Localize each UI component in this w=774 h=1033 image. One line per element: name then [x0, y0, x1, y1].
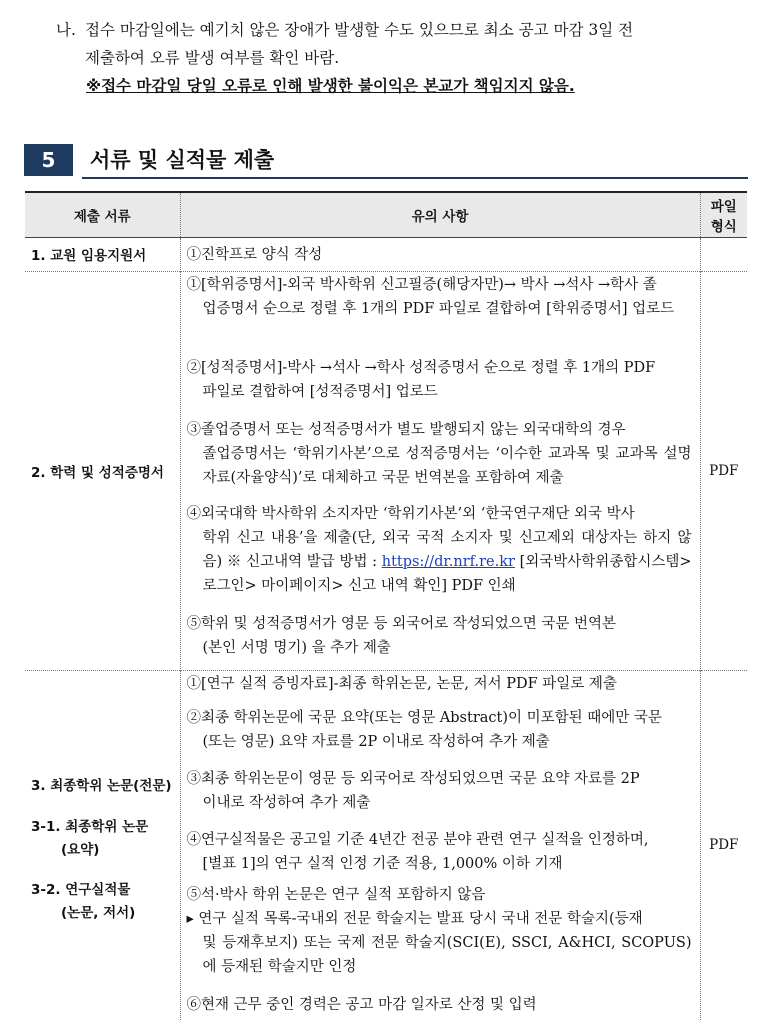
list-marker: 나.	[56, 21, 76, 39]
header-format: 파일 형식	[710, 198, 737, 235]
label-thesis-full: 3. 최종학위 논문(전문)	[31, 777, 172, 794]
liability-warning: ※접수 마감일 당일 오류로 인해 발생한 불이익은 본교가 책임지지 않음.	[86, 77, 575, 95]
table-row	[25, 670, 747, 1020]
row-note: ①진학프로 양식 작성	[180, 237, 700, 271]
table-header-row	[25, 192, 747, 237]
section-header	[24, 144, 748, 180]
row-format: PDF	[709, 462, 739, 479]
header-document: 제출 서류	[25, 192, 180, 237]
label-research-output: 3-2. 연구실적물 (논문, 저서)	[31, 881, 136, 921]
section-number: 5	[24, 144, 73, 176]
nrf-link[interactable]: https://dr.nrf.re.kr	[381, 553, 515, 570]
table-row	[25, 237, 747, 271]
note-item: ③최종 학위논문이 영문 등 외국어로 작성되었으면 국문 요약 자료를 2P 이내로 작성하여 추가 제출	[186, 770, 640, 811]
note-item: ⑤학위 및 성적증명서가 영문 등 외국어로 작성되었으면 국문 번역본 (본인 서명 명기) 을 추가 제출	[186, 615, 617, 656]
notice-text-line2: 제출하여 오류 발생 여부를 확인 바람.	[85, 49, 340, 67]
note-item: ④외국대학 박사학위 소지자만 ‘학위기사본’외 ‘한국연구재단 외국 박사 학위 신고 내용’을 제출(단, 외국 국적 소지자 및 신고제외 대상자는 하지 않음) ※ 신고내역 발급 방법 : https://dr.nrf.re.kr [외국박사학위종합시스템> 로그인> 마이페이지> 신고 내역 확인] PDF 인쇄	[186, 505, 692, 594]
note-item: ①[학위증명서]-외국 박사학위 신고필증(해당자만)→ 박사 →석사 →학사 졸 업증명서 순으로 정렬 후 1개의 PDF 파일로 결합하여 [학위증명서] 업로드	[186, 276, 675, 317]
row-label: 2. 학력 및 성적증명서	[25, 271, 180, 670]
submission-table	[25, 191, 747, 1020]
section-underline	[82, 177, 748, 179]
note-item: ⑤석·박사 학위 논문은 연구 실적 포함하지 않음	[186, 886, 486, 903]
note-item: ②최종 학위논문에 국문 요약(또는 영문 Abstract)이 미포함된 때에만 국문 (또는 영문) 요약 자료를 2P 이내로 작성하여 추가 제출	[186, 709, 662, 750]
label-thesis-summary: 3-1. 최종학위 논문 (요약)	[31, 818, 149, 858]
note-item: ④연구실적물은 공고일 기준 4년간 전공 분야 관련 연구 실적을 인정하며, [별표 1]의 연구 실적 인정 기준 적용, 1,000% 이하 기재	[186, 831, 649, 872]
note-item: ①[연구 실적 증빙자료]-최종 학위논문, 논문, 저서 PDF 파일로 제출	[186, 675, 617, 692]
header-notes: 유의 사항	[180, 192, 700, 237]
notice-text-line1: 접수 마감일에는 예기치 않은 장애가 발생할 수도 있으므로 최소 공고 마감 3일 전	[85, 21, 634, 39]
row-label: 1. 교원 임용지원서	[25, 237, 180, 271]
row-label	[25, 670, 180, 1020]
row-format	[700, 237, 747, 271]
note-item: ▸ 연구 실적 목록-국내외 전문 학술지는 발표 당시 국내 전문 학술지(등재 및 등재후보지) 또는 국제 전문 학술지(SCI(E), SSCI, A&HCI, SCOPUS)에 등재된 학술지만 인정	[186, 910, 692, 975]
row-format: PDF	[709, 837, 739, 854]
table-row	[25, 271, 747, 670]
note-item: ⑥현재 근무 중인 경력은 공고 마감 일자로 산정 및 입력	[186, 996, 537, 1013]
section-title: 서류 및 실적물 제출	[90, 148, 275, 172]
row-notes	[180, 271, 700, 670]
row-notes	[180, 670, 700, 1020]
note-item: ③졸업증명서 또는 성적증명서가 별도 발행되지 않는 외국대학의 경우 졸업증명서는 ‘학위기사본’으로 성적증명서는 ‘이수한 교과목 및 교과목 설명자료(자율양식)’로 대체하고 국문 번역본을 포함하여 제출	[186, 421, 692, 486]
deadline-notice	[56, 16, 756, 100]
note-item: ②[성적증명서]-박사 →석사 →학사 성적증명서 순으로 정렬 후 1개의 PDF 파일로 결합하여 [성적증명서] 업로드	[186, 359, 656, 400]
